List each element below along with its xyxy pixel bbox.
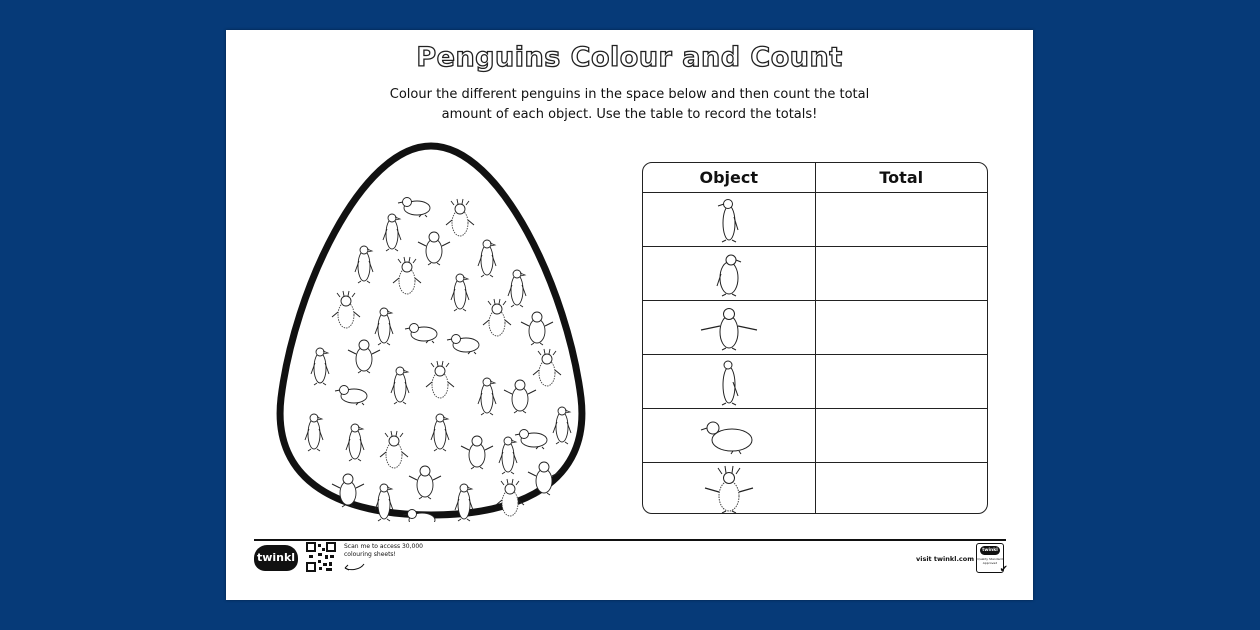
fairy-penguin-icon xyxy=(697,411,761,461)
worksheet-title: Penguins Colour and Count xyxy=(416,42,843,73)
curved-arrow-icon xyxy=(342,562,366,572)
instructions-line-1: Colour the different penguins in the space below and then count the total xyxy=(389,87,870,102)
badge-text: Quality Standard Approved xyxy=(977,557,1003,565)
rockhopper-penguin-icon xyxy=(697,464,761,515)
twinkl-logo: twinkl xyxy=(254,545,298,571)
table-row xyxy=(643,247,987,301)
quality-approved-badge xyxy=(976,543,1008,575)
object-cell xyxy=(643,247,816,300)
checkmark-icon: ✔ xyxy=(999,564,1008,575)
table-row xyxy=(643,463,987,514)
worksheet-page xyxy=(226,30,1033,600)
slim-penguin-icon xyxy=(709,357,749,407)
table-row xyxy=(643,409,987,463)
object-cell xyxy=(643,301,816,354)
total-column-header: Total xyxy=(879,168,924,187)
penguin-wings-out-icon xyxy=(697,303,761,353)
object-column-header: Object xyxy=(643,163,816,192)
instructions xyxy=(366,85,893,125)
instructions-line-2: amount of each object. Use the table to record the totals! xyxy=(441,107,818,122)
object-cell xyxy=(643,355,816,408)
object-cell xyxy=(643,409,816,462)
qr-scan-text: Scan me to access 30,000 colouring sheets! xyxy=(344,543,423,558)
qr-code xyxy=(306,542,336,572)
table-row xyxy=(643,355,987,409)
penguin-egg-area[interactable] xyxy=(272,140,590,522)
count-table xyxy=(642,162,988,514)
table-row xyxy=(643,301,987,355)
footer-divider xyxy=(254,539,1006,541)
total-cell[interactable] xyxy=(816,409,988,462)
object-cell xyxy=(643,463,816,514)
penguin-side-view-icon xyxy=(709,249,749,299)
total-cell[interactable] xyxy=(816,301,988,354)
table-row xyxy=(643,193,987,247)
total-cell[interactable] xyxy=(816,355,988,408)
total-cell[interactable] xyxy=(816,193,988,246)
visit-link-text: visit twinkl.com xyxy=(916,555,975,563)
emperor-penguin-standing-icon xyxy=(709,195,749,245)
total-cell[interactable] xyxy=(816,463,988,514)
badge-brand: twinkl xyxy=(980,546,1000,555)
object-cell xyxy=(643,193,816,246)
total-cell[interactable] xyxy=(816,247,988,300)
table-header xyxy=(643,163,987,193)
